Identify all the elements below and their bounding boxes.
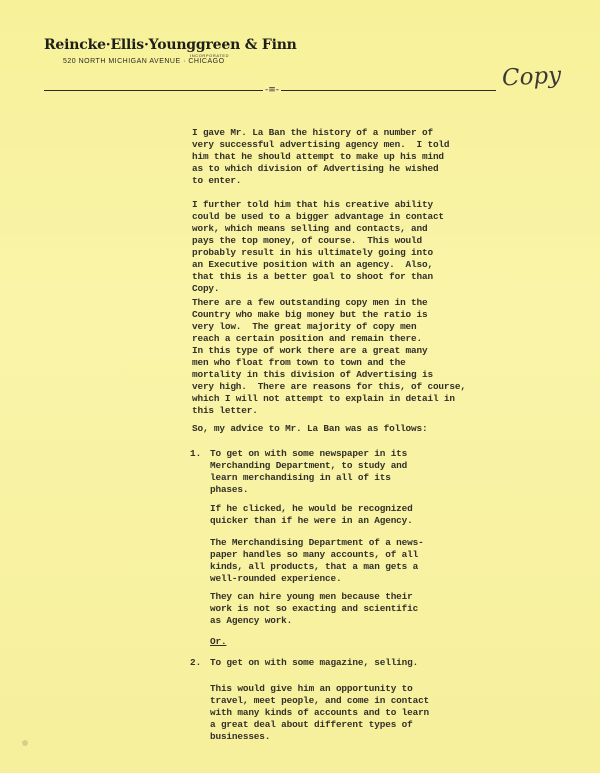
item-2-number: 2. xyxy=(190,657,202,668)
paper-mark xyxy=(22,740,28,746)
company-name: Reincke·Ellis·Younggreen & Finn xyxy=(44,37,297,53)
paragraph-3: There are a few outstanding copy men in the Country who make big money but the ratio is very low. The great majority of copy men reach a certain position and remain there. In this type of work there are a great many men who float from town to town and the mortality in this division of Advertising is very high. There are reasons for this, of course, which I will not attempt to explain in detail in this letter. xyxy=(192,297,466,416)
rule-ornament: -≡- xyxy=(265,85,280,95)
item-1-note-1: If he clicked, he would be recognized quicker than if he were in an Agency. xyxy=(210,503,413,526)
item-2-note-1: This would give him an opportunity to travel, meet people, and come in contact with many kinds of accounts and to learn a great deal about different types of businesses. xyxy=(210,683,430,742)
item-1-note-3: They can hire young men because their work is not so exacting and scientific as Agency work. xyxy=(210,591,419,626)
item-1-text: To get on with some newspaper in its Merchanding Department, to study and learn merchandising in all of its phases. xyxy=(210,448,408,495)
paragraph-1: I gave Mr. La Ban the history of a number of very successful advertising agency men. I told him that he should attempt to make up his mind as to which division of Advertising he wished to enter. xyxy=(192,127,450,186)
item-1-number: 1. xyxy=(190,448,202,459)
item-2-text: To get on with some magazine, selling. xyxy=(210,657,419,668)
paragraph-4: So, my advice to Mr. La Ban was as follows: xyxy=(192,423,428,434)
item-1-note-2: The Merchandising Department of a news- paper handles so many accounts, of all kinds, all products, that a man gets a well-rounded experience. xyxy=(210,537,424,584)
incorporated-label: INCORPORATED xyxy=(190,53,230,58)
paragraph-2: I further told him that his creative ability could be used to a bigger advantage in contact work, which means selling and contacts, and pays the top money, of course. This would probably result in his ultimately going into an Executive position with an agency. Also, that this is a better goal to shoot for than Copy. xyxy=(192,199,444,294)
or-label: Or. xyxy=(210,636,227,647)
company-address: 520 NORTH MICHIGAN AVENUE · CHICAGO xyxy=(63,58,225,65)
copy-stamp: Copy xyxy=(501,62,562,92)
